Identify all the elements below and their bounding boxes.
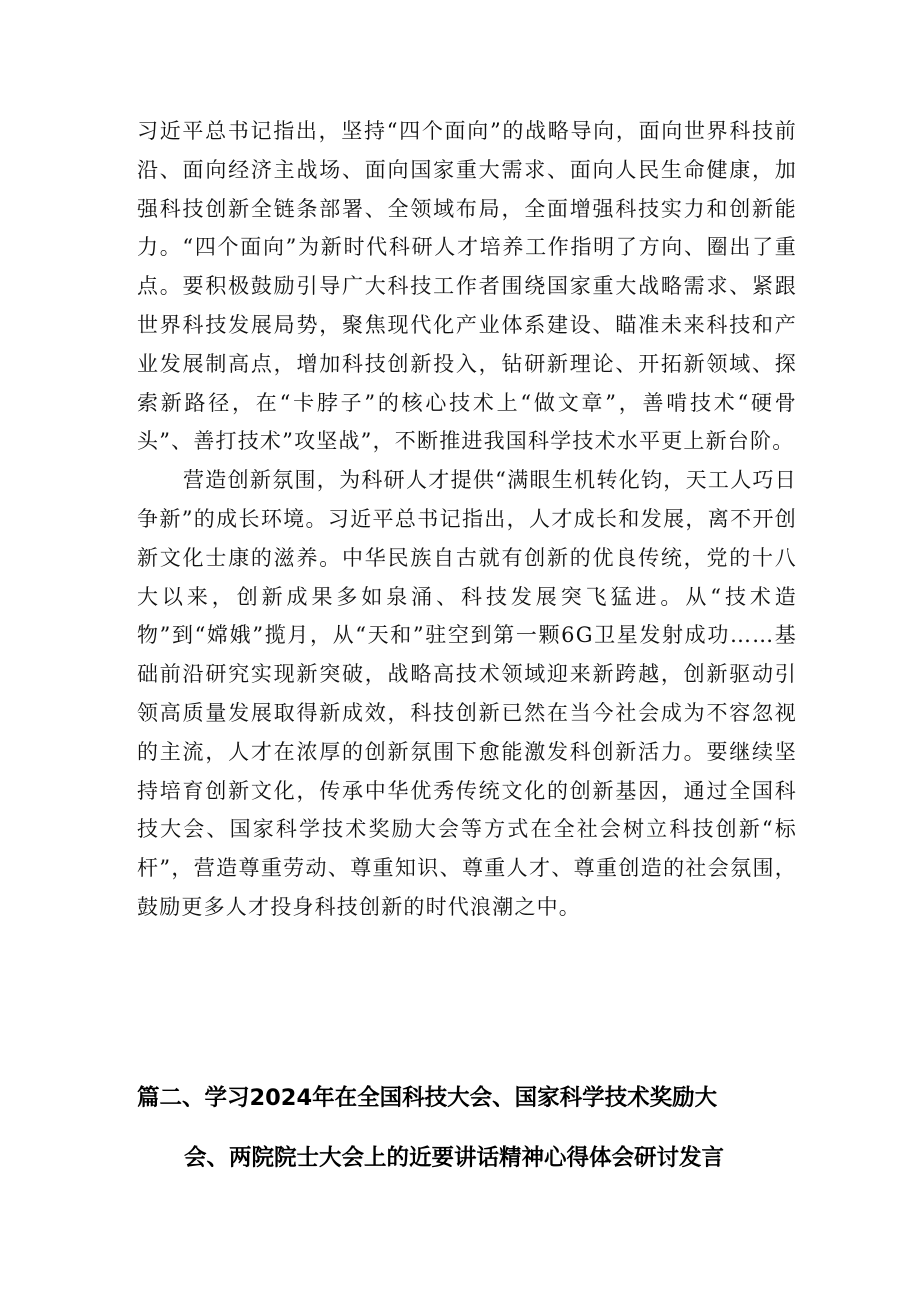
paragraph-four-orientations: 习近平总书记指出，坚持“四个面向”的战略导向，面向世界科技前沿、面向经济主战场、面向国家重大需求、面向人民生命健康，加强科技创新全链条部署、全领域布局，全面增强科技实力和创新能力。“四个面向”为新时代科研人才培养工作指明了方向、圈出了重点。要积极鼓励引导广大科技工作者围绕国家重大战略需求、紧跟世界科技发展局势，聚焦现代化产业体系建设、瞄准未来科技和产业发展制高点，增加科技创新投入，钻研新理论、开拓新领域、探索新路径，在“卡脖子”的核心技术上“做文章”，善啃技术“硬骨头”、善打技术”攻坚战”，不断推进我国科学技术水平更上新台阶。	[137, 119, 797, 454]
document-body	[137, 112, 797, 927]
section-heading-line-1: 篇二、学习2024年在全国科技大会、国家科学技术奖励大	[137, 1085, 718, 1111]
section-heading	[137, 1068, 787, 1188]
paragraph-innovation-atmosphere: 营造创新氛围，为科研人才提供“满眼生机转化钧，天工人巧日争新”的成长环境。习近平总书记指出，人才成长和发展，离不开创新文化士康的滋养。中华民族自古就有创新的优良传统，党的十八大以来，创新成果多如泉涌、科技发展突飞猛进。从“技术造物”到“嫦娥”揽月，从“天和”驻空到第一颗6G卫星发射成功……基础前沿研究实现新突破，战略高技术领域迎来新跨越，创新驱动引领高质量发展取得新成效，科技创新已然在当今社会成为不容忽视的主流，人才在浓厚的创新氛围下愈能激发科创新活力。要继续坚持培育创新文化，传承中华优秀传统文化的创新基因，通过全国科技大会、国家科学技术奖励大会等方式在全社会树立科技创新“标杆”，营造尊重劳动、尊重知识、尊重人才、尊重创造的社会氛围，鼓励更多人才投身科技创新的时代浪潮之中。	[137, 468, 797, 919]
section-heading-line-2: 会、两院院士大会上的近要讲话精神心得体会研讨发言	[184, 1145, 725, 1171]
